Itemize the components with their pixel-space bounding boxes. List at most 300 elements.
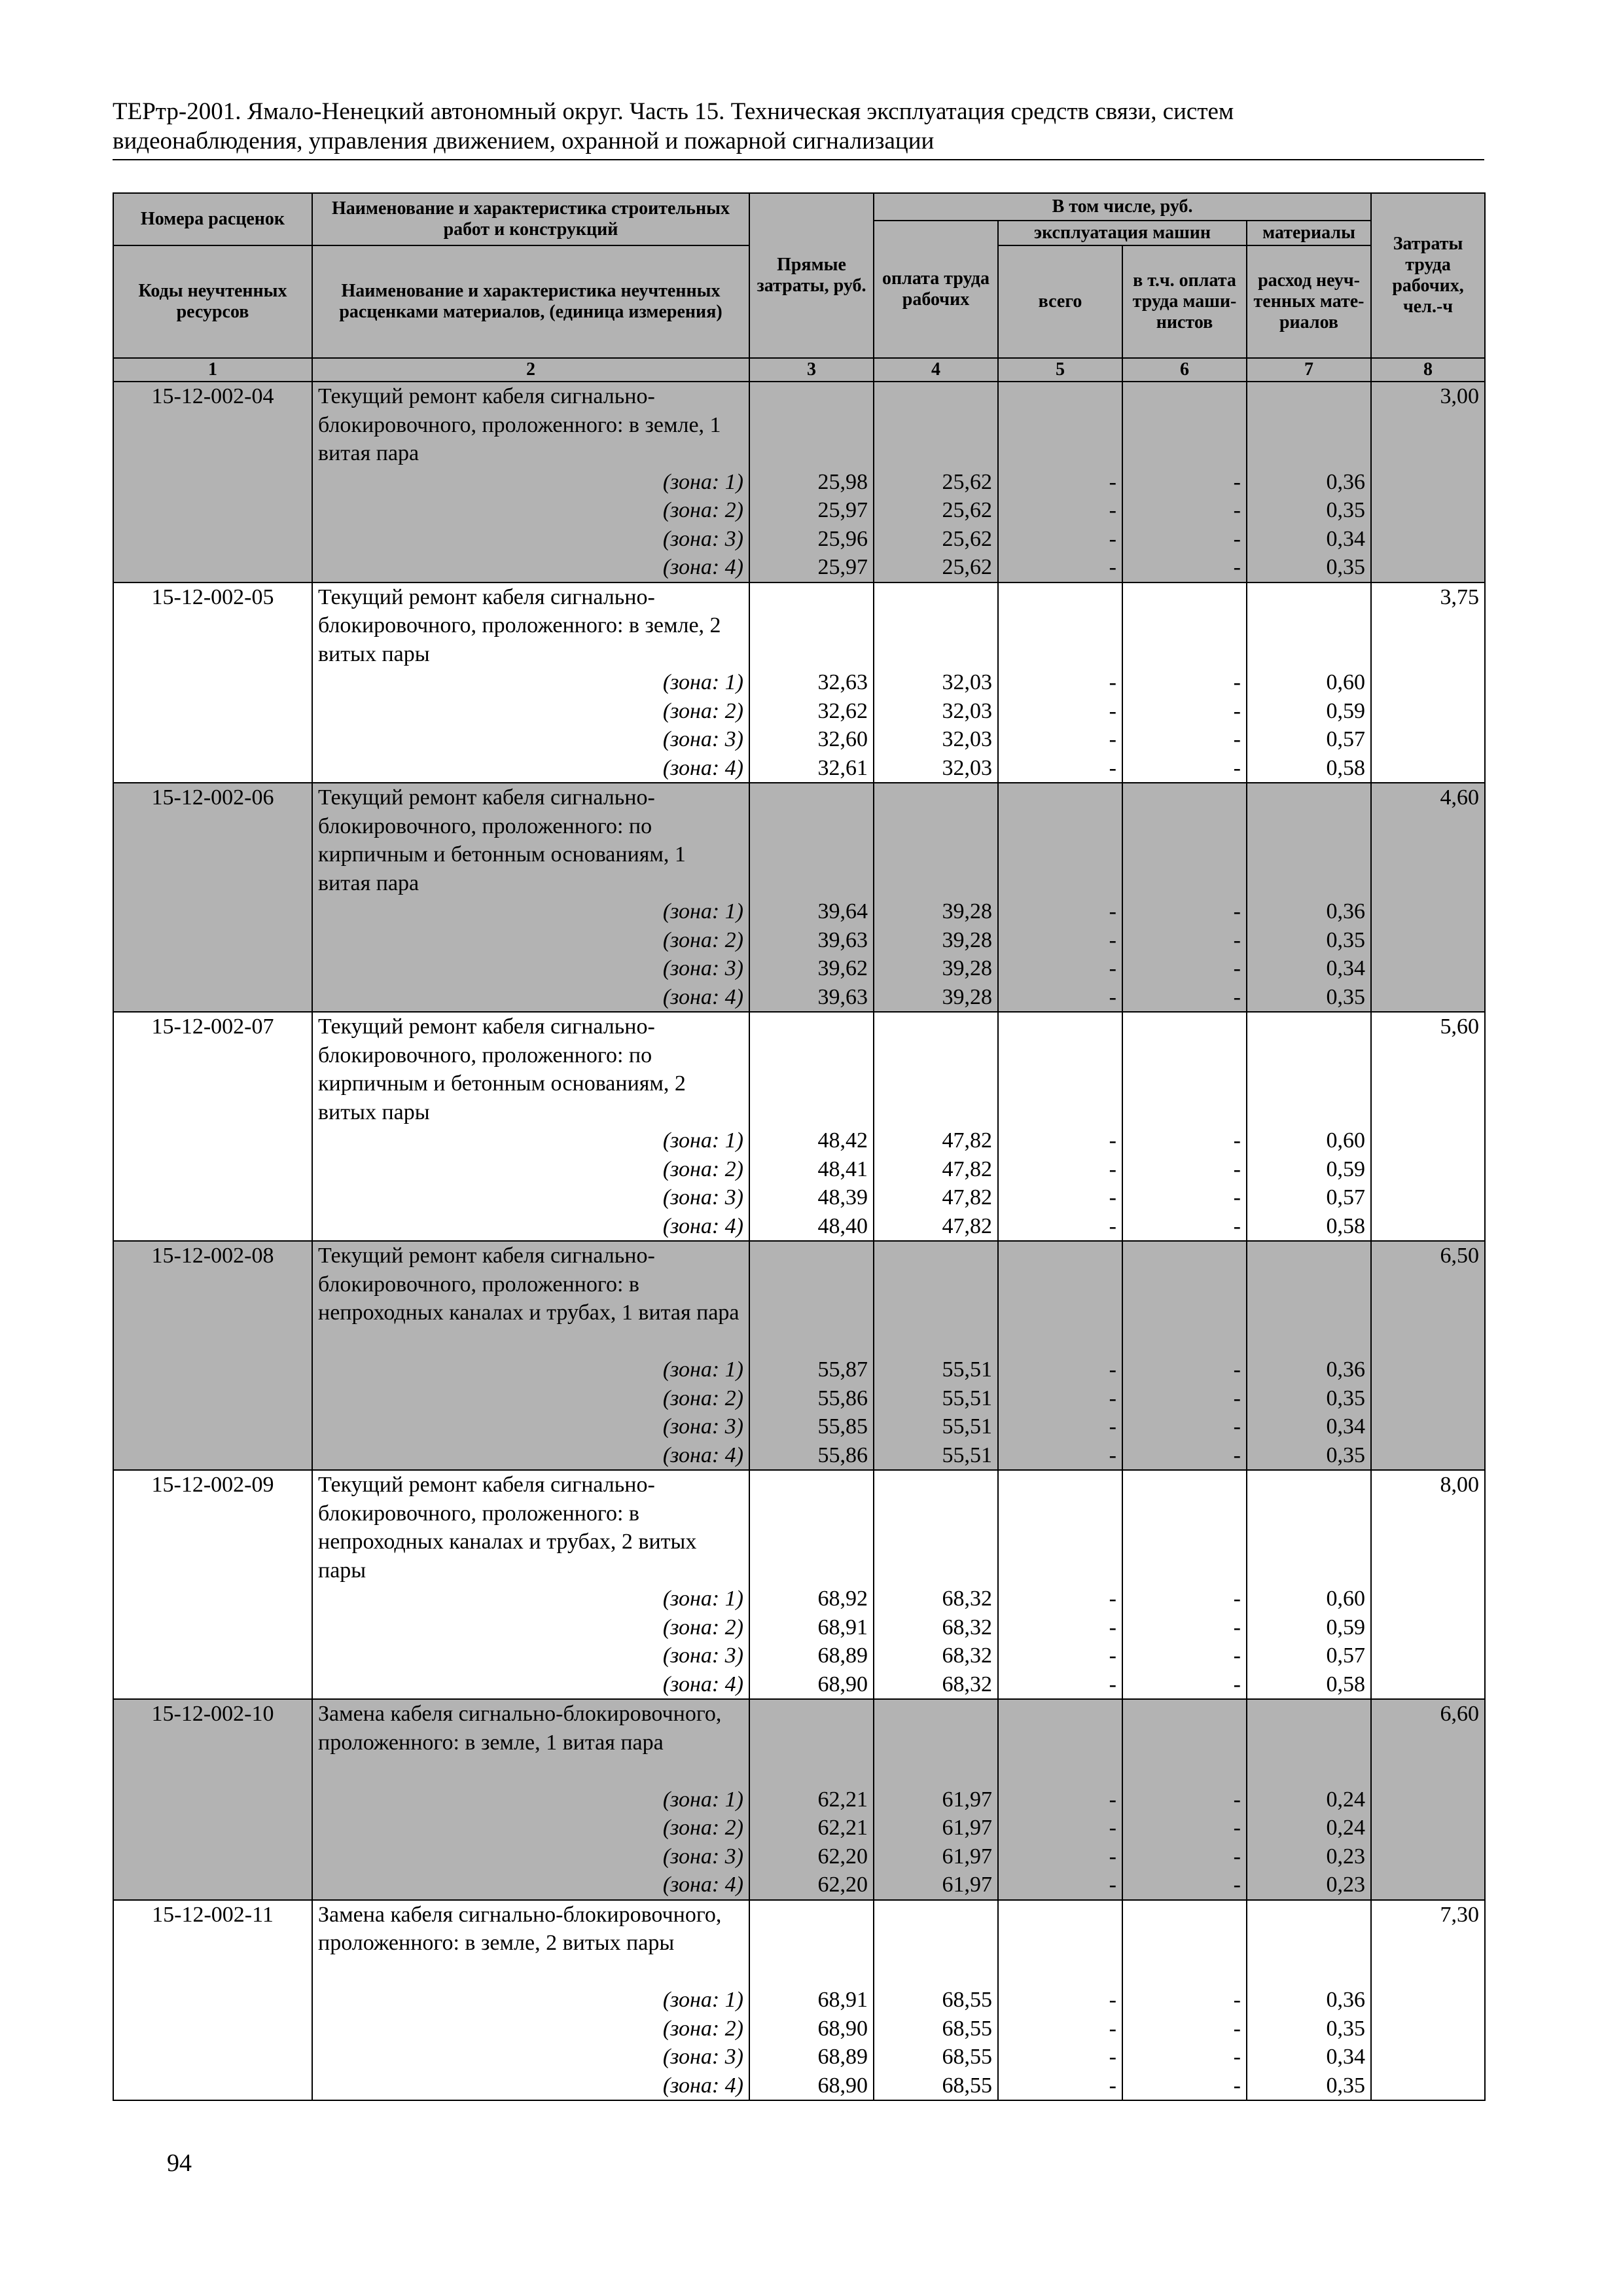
table-body [113, 382, 1485, 2100]
cell-total: - [1109, 956, 1116, 980]
col-number: 7 [1247, 358, 1371, 382]
cell-pay: 25,62 [942, 526, 992, 551]
value-mach [1122, 783, 1247, 1012]
rate-code: 15-12-002-10 [113, 1699, 312, 1900]
cell-direct: 68,92 [817, 1587, 868, 1611]
spacer [755, 1700, 868, 1785]
zone-label: (зона: 3) [662, 727, 743, 751]
spacer [1128, 783, 1241, 897]
col-header-work-name: Наименование и характеристика строительных работ и конструкций [312, 193, 749, 245]
cell-mat: 0,36 [1326, 899, 1366, 924]
cell-mach: - [1233, 984, 1241, 1009]
value-mach [1122, 1470, 1247, 1699]
cell-pay: 68,32 [942, 1587, 992, 1611]
cell-mat: 0,24 [1326, 1787, 1366, 1812]
cell-direct: 39,64 [817, 899, 868, 924]
value-total [998, 1012, 1122, 1241]
cell-pay: 25,62 [942, 498, 992, 522]
work-description [312, 382, 749, 583]
cell-mat: 0,35 [1326, 1386, 1366, 1410]
cell-direct: 39,63 [817, 927, 868, 952]
spacer [1004, 1013, 1116, 1126]
cell-direct: 39,62 [817, 956, 868, 980]
rate-code: 15-12-002-07 [113, 1012, 312, 1241]
labor-cost: 6,50 [1371, 1241, 1485, 1470]
value-mat [1247, 1241, 1371, 1470]
spacer [1004, 1471, 1116, 1585]
cell-mach: - [1233, 2016, 1241, 2041]
cell-total: - [1109, 1787, 1116, 1812]
cell-total: - [1109, 727, 1116, 751]
cell-direct: 55,86 [817, 1443, 868, 1467]
cell-mach: - [1233, 1643, 1241, 1668]
cell-mat: 0,60 [1326, 1587, 1366, 1611]
col-number: 1 [113, 358, 312, 382]
cell-mat: 0,35 [1326, 2073, 1366, 2098]
cell-total: - [1109, 1615, 1116, 1640]
spacer [1253, 1242, 1365, 1355]
cell-pay: 68,55 [942, 1988, 992, 2012]
spacer [1128, 1700, 1241, 1785]
spacer [1253, 783, 1365, 897]
cell-mat: 0,23 [1326, 1844, 1366, 1869]
cell-mach: - [1233, 899, 1241, 924]
spacer [1253, 382, 1365, 468]
cell-pay: 47,82 [942, 1128, 992, 1153]
col-header-direct-costs: Прямые затраты, руб. [749, 193, 874, 358]
cell-pay: 55,51 [942, 1443, 992, 1467]
zone-label: (зона: 2) [662, 2016, 743, 2041]
value-direct [749, 1470, 874, 1699]
value-total [998, 1241, 1122, 1470]
cell-mach: - [1233, 1988, 1241, 2012]
value-direct [749, 1900, 874, 2101]
value-mat [1247, 783, 1371, 1012]
cell-pay: 32,03 [942, 755, 992, 780]
cell-pay: 68,32 [942, 1643, 992, 1668]
spacer [1004, 1901, 1116, 1986]
zone-label: (зона: 4) [662, 2073, 743, 2098]
cell-mach: - [1233, 670, 1241, 694]
cell-pay: 47,82 [942, 1213, 992, 1238]
zone-label: (зона: 1) [662, 899, 743, 924]
value-pay [874, 1012, 998, 1241]
page-header [113, 97, 1474, 156]
cell-pay: 55,51 [942, 1357, 992, 1382]
zone-label: (зона: 1) [662, 469, 743, 494]
cell-mach: - [1233, 498, 1241, 522]
table-row [113, 1900, 1485, 2101]
cell-direct: 48,40 [817, 1213, 868, 1238]
cell-pay: 39,28 [942, 899, 992, 924]
work-title: Текущий ремонт кабеля сигнально-блокировочного, проложенного: в непроходных каналах и трубах, 1 витая пара [318, 1244, 740, 1325]
zone-label: (зона: 4) [662, 984, 743, 1009]
rate-code: 15-12-002-11 [113, 1900, 312, 2101]
cell-total: - [1109, 927, 1116, 952]
cell-total: - [1109, 1213, 1116, 1238]
cell-total: - [1109, 498, 1116, 522]
zone-label: (зона: 3) [662, 1643, 743, 1668]
value-total [998, 1900, 1122, 2101]
cell-mach: - [1233, 1816, 1241, 1840]
col-header-rate-numbers: Номера расценок [113, 193, 312, 245]
cell-total: - [1109, 670, 1116, 694]
col-header-material-name: Наименование и характеристика неучтенных расценками материалов, (единица измерения) [312, 245, 749, 358]
cell-mach: - [1233, 469, 1241, 494]
cell-mat: 0,59 [1326, 698, 1366, 723]
cell-pay: 47,82 [942, 1185, 992, 1210]
value-mat [1247, 1470, 1371, 1699]
zone-label: (зона: 4) [662, 1443, 743, 1467]
cell-mach: - [1233, 956, 1241, 980]
cell-pay: 61,97 [942, 1787, 992, 1812]
zone-label: (зона: 3) [662, 2045, 743, 2069]
cell-mat: 0,34 [1326, 1414, 1366, 1439]
work-description [312, 1470, 749, 1699]
zone-label: (зона: 4) [662, 1672, 743, 1696]
cell-mach: - [1233, 1787, 1241, 1812]
cell-total: - [1109, 1844, 1116, 1869]
spacer [755, 382, 868, 468]
cell-total: - [1109, 1185, 1116, 1210]
cell-total: - [1109, 1157, 1116, 1181]
spacer [880, 783, 992, 897]
cell-mach: - [1233, 1587, 1241, 1611]
cell-direct: 68,91 [817, 1988, 868, 2012]
cell-pay: 68,32 [942, 1672, 992, 1696]
zone-label: (зона: 4) [662, 1213, 743, 1238]
cell-mach: - [1233, 1128, 1241, 1153]
cell-mat: 0,34 [1326, 2045, 1366, 2069]
cell-mach: - [1233, 1386, 1241, 1410]
cell-mat: 0,35 [1326, 2016, 1366, 2041]
cell-direct: 68,90 [817, 1672, 868, 1696]
cell-mat: 0,59 [1326, 1615, 1366, 1640]
cell-total: - [1109, 1873, 1116, 1897]
work-title: Замена кабеля сигнально-блокировочного, проложенного: в земле, 1 витая пара [318, 1702, 722, 1755]
table-row [113, 382, 1485, 583]
col-header-machinist-pay: в т.ч. оплата труда маши-нистов [1122, 245, 1247, 358]
value-mat [1247, 382, 1371, 583]
table-header [113, 193, 1485, 382]
spacer [1004, 583, 1116, 669]
cell-mat: 0,34 [1326, 526, 1366, 551]
zone-label: (зона: 1) [662, 670, 743, 694]
value-mach [1122, 583, 1247, 783]
zone-label: (зона: 3) [662, 1185, 743, 1210]
cell-direct: 62,21 [817, 1816, 868, 1840]
work-description [312, 1012, 749, 1241]
cell-pay: 39,28 [942, 927, 992, 952]
page-number: 94 [167, 2149, 192, 2177]
cell-total: - [1109, 1386, 1116, 1410]
rate-code: 15-12-002-06 [113, 783, 312, 1012]
work-description [312, 783, 749, 1012]
spacer [1128, 1901, 1241, 1986]
cell-mach: - [1233, 1844, 1241, 1869]
spacer [1128, 1013, 1241, 1126]
cell-mat: 0,57 [1326, 1185, 1366, 1210]
cell-mat: 0,35 [1326, 555, 1366, 579]
cell-mach: - [1233, 1213, 1241, 1238]
spacer [1128, 382, 1241, 468]
zone-label: (зона: 2) [662, 1615, 743, 1640]
col-number: 3 [749, 358, 874, 382]
value-mach [1122, 1699, 1247, 1900]
value-total [998, 583, 1122, 783]
spacer [880, 1901, 992, 1986]
cell-mach: - [1233, 755, 1241, 780]
cell-mach: - [1233, 1357, 1241, 1382]
value-direct [749, 1241, 874, 1470]
work-title: Текущий ремонт кабеля сигнально-блокировочного, проложенного: по кирпичным и бетонным основаниям, 2 витых пары [318, 1014, 686, 1124]
cell-total: - [1109, 469, 1116, 494]
header-rule [113, 159, 1484, 160]
value-mach [1122, 1900, 1247, 2101]
col-number: 4 [874, 358, 998, 382]
cell-pay: 55,51 [942, 1386, 992, 1410]
col-header-worker-pay: оплата труда рабочих [874, 221, 998, 358]
zone-label: (зона: 4) [662, 555, 743, 579]
zone-label: (зона: 3) [662, 1414, 743, 1439]
cell-total: - [1109, 2045, 1116, 2069]
rate-code: 15-12-002-08 [113, 1241, 312, 1470]
cell-total: - [1109, 2016, 1116, 2041]
cell-total: - [1109, 698, 1116, 723]
labor-cost: 3,00 [1371, 382, 1485, 583]
zone-label: (зона: 3) [662, 1844, 743, 1869]
cell-direct: 25,96 [817, 526, 868, 551]
cell-direct: 25,97 [817, 498, 868, 522]
cell-direct: 62,20 [817, 1873, 868, 1897]
cell-total: - [1109, 1643, 1116, 1668]
value-total [998, 1470, 1122, 1699]
cell-mat: 0,36 [1326, 1357, 1366, 1382]
cell-pay: 68,55 [942, 2045, 992, 2069]
value-total [998, 382, 1122, 583]
zone-label: (зона: 1) [662, 1988, 743, 2012]
cell-mat: 0,35 [1326, 498, 1366, 522]
cell-mat: 0,58 [1326, 1672, 1366, 1696]
cell-direct: 25,97 [817, 555, 868, 579]
spacer [880, 1242, 992, 1355]
cell-mach: - [1233, 1185, 1241, 1210]
cell-total: - [1109, 1816, 1116, 1840]
value-mat [1247, 583, 1371, 783]
spacer [755, 1901, 868, 1986]
value-mach [1122, 1241, 1247, 1470]
value-mach [1122, 1012, 1247, 1241]
value-pay [874, 583, 998, 783]
work-title: Замена кабеля сигнально-блокировочного, проложенного: в земле, 2 витых пары [318, 1902, 722, 1955]
cell-direct: 25,98 [817, 469, 868, 494]
cell-total: - [1109, 2073, 1116, 2098]
value-mach [1122, 382, 1247, 583]
cell-mach: - [1233, 2045, 1241, 2069]
table-row [113, 1012, 1485, 1241]
zone-label: (зона: 1) [662, 1357, 743, 1382]
spacer [755, 1013, 868, 1126]
cell-mach: - [1233, 1157, 1241, 1181]
labor-cost: 4,60 [1371, 783, 1485, 1012]
work-title: Текущий ремонт кабеля сигнально-блокировочного, проложенного: в земле, 2 витых пары [318, 584, 721, 666]
zone-label: (зона: 2) [662, 1816, 743, 1840]
cell-total: - [1109, 555, 1116, 579]
col-header-machines: эксплуатация машин [998, 221, 1247, 245]
zone-label: (зона: 2) [662, 927, 743, 952]
cell-mach: - [1233, 1443, 1241, 1467]
cell-direct: 68,90 [817, 2016, 868, 2041]
col-number: 2 [312, 358, 749, 382]
zone-label: (зона: 1) [662, 1587, 743, 1611]
cell-mat: 0,34 [1326, 956, 1366, 980]
cell-mat: 0,58 [1326, 755, 1366, 780]
spacer [1128, 583, 1241, 669]
spacer [755, 1471, 868, 1585]
cell-pay: 61,97 [942, 1816, 992, 1840]
col-header-including: В том числе, руб. [874, 193, 1371, 221]
spacer [1253, 1901, 1365, 1986]
cell-total: - [1109, 526, 1116, 551]
cell-mach: - [1233, 526, 1241, 551]
spacer [880, 1700, 992, 1785]
cell-direct: 68,89 [817, 1643, 868, 1668]
price-table [113, 192, 1486, 2101]
value-total [998, 783, 1122, 1012]
cell-mat: 0,59 [1326, 1157, 1366, 1181]
cell-direct: 48,39 [817, 1185, 868, 1210]
value-direct [749, 1012, 874, 1241]
cell-total: - [1109, 984, 1116, 1009]
header-line-1: ТЕРтр-2001. Ямало-Ненецкий автономный округ. Часть 15. Техническая эксплуатация средств связи, систем [113, 98, 1234, 125]
spacer [1128, 1242, 1241, 1355]
col-number: 5 [998, 358, 1122, 382]
table-row [113, 1241, 1485, 1470]
table-row [113, 1699, 1485, 1900]
table-row [113, 783, 1485, 1012]
cell-pay: 68,55 [942, 2073, 992, 2098]
work-title: Текущий ремонт кабеля сигнально-блокировочного, проложенного: в непроходных каналах и трубах, 2 витых пары [318, 1473, 697, 1583]
work-description [312, 583, 749, 783]
spacer [1004, 783, 1116, 897]
col-header-materials: материалы [1247, 221, 1371, 245]
cell-mach: - [1233, 555, 1241, 579]
value-total [998, 1699, 1122, 1900]
rate-code: 15-12-002-05 [113, 583, 312, 783]
cell-mach: - [1233, 927, 1241, 952]
cell-direct: 55,86 [817, 1386, 868, 1410]
spacer [1004, 1242, 1116, 1355]
cell-direct: 68,91 [817, 1615, 868, 1640]
spacer [1253, 1013, 1365, 1126]
rate-code: 15-12-002-04 [113, 382, 312, 583]
labor-cost: 8,00 [1371, 1470, 1485, 1699]
spacer [880, 382, 992, 468]
cell-pay: 61,97 [942, 1844, 992, 1869]
work-title: Текущий ремонт кабеля сигнально-блокировочного, проложенного: по кирпичным и бетонным основаниям, 1 витая пара [318, 785, 686, 895]
col-header-labor-costs: Затраты труда рабочих, чел.-ч [1371, 193, 1485, 358]
work-description [312, 1241, 749, 1470]
cell-direct: 32,62 [817, 698, 868, 723]
zone-label: (зона: 4) [662, 755, 743, 780]
cell-mat: 0,23 [1326, 1873, 1366, 1897]
table-row [113, 1470, 1485, 1699]
work-description [312, 1900, 749, 2101]
cell-pay: 32,03 [942, 670, 992, 694]
cell-pay: 55,51 [942, 1414, 992, 1439]
cell-mach: - [1233, 1615, 1241, 1640]
cell-mach: - [1233, 2073, 1241, 2098]
zone-label: (зона: 2) [662, 1157, 743, 1181]
spacer [755, 583, 868, 669]
value-pay [874, 1241, 998, 1470]
cell-mat: 0,35 [1326, 984, 1366, 1009]
cell-direct: 32,60 [817, 727, 868, 751]
value-direct [749, 1699, 874, 1900]
col-header-machines-total: всего [998, 245, 1122, 358]
value-pay [874, 1900, 998, 2101]
cell-pay: 25,62 [942, 469, 992, 494]
value-mat [1247, 1699, 1371, 1900]
cell-pay: 47,82 [942, 1157, 992, 1181]
cell-mach: - [1233, 727, 1241, 751]
cell-total: - [1109, 1357, 1116, 1382]
labor-cost: 5,60 [1371, 1012, 1485, 1241]
cell-mach: - [1233, 1672, 1241, 1696]
cell-pay: 68,32 [942, 1615, 992, 1640]
rate-code: 15-12-002-09 [113, 1470, 312, 1699]
zone-label: (зона: 1) [662, 1787, 743, 1812]
cell-total: - [1109, 1128, 1116, 1153]
cell-total: - [1109, 899, 1116, 924]
col-number: 6 [1122, 358, 1247, 382]
cell-pay: 39,28 [942, 984, 992, 1009]
cell-total: - [1109, 1414, 1116, 1439]
spacer [1004, 1700, 1116, 1785]
zone-label: (зона: 2) [662, 498, 743, 522]
cell-mach: - [1233, 1873, 1241, 1897]
cell-total: - [1109, 1443, 1116, 1467]
cell-mat: 0,57 [1326, 1643, 1366, 1668]
zone-label: (зона: 4) [662, 1873, 743, 1897]
spacer [880, 1013, 992, 1126]
cell-direct: 48,41 [817, 1157, 868, 1181]
zone-label: (зона: 3) [662, 956, 743, 980]
cell-direct: 32,61 [817, 755, 868, 780]
spacer [1253, 1700, 1365, 1785]
cell-direct: 55,87 [817, 1357, 868, 1382]
cell-pay: 61,97 [942, 1873, 992, 1897]
cell-mat: 0,36 [1326, 1988, 1366, 2012]
spacer [755, 1242, 868, 1355]
cell-pay: 32,03 [942, 727, 992, 751]
labor-cost: 7,30 [1371, 1900, 1485, 2101]
cell-mat: 0,58 [1326, 1213, 1366, 1238]
cell-mat: 0,35 [1326, 1443, 1366, 1467]
cell-pay: 68,55 [942, 2016, 992, 2041]
value-pay [874, 382, 998, 583]
cell-total: - [1109, 1672, 1116, 1696]
zone-label: (зона: 3) [662, 526, 743, 551]
zone-label: (зона: 1) [662, 1128, 743, 1153]
cell-direct: 68,90 [817, 2073, 868, 2098]
value-mat [1247, 1900, 1371, 2101]
cell-pay: 32,03 [942, 698, 992, 723]
spacer [1128, 1471, 1241, 1585]
value-direct [749, 783, 874, 1012]
col-header-resource-codes: Коды неучтенных ресурсов [113, 245, 312, 358]
cell-total: - [1109, 1988, 1116, 2012]
